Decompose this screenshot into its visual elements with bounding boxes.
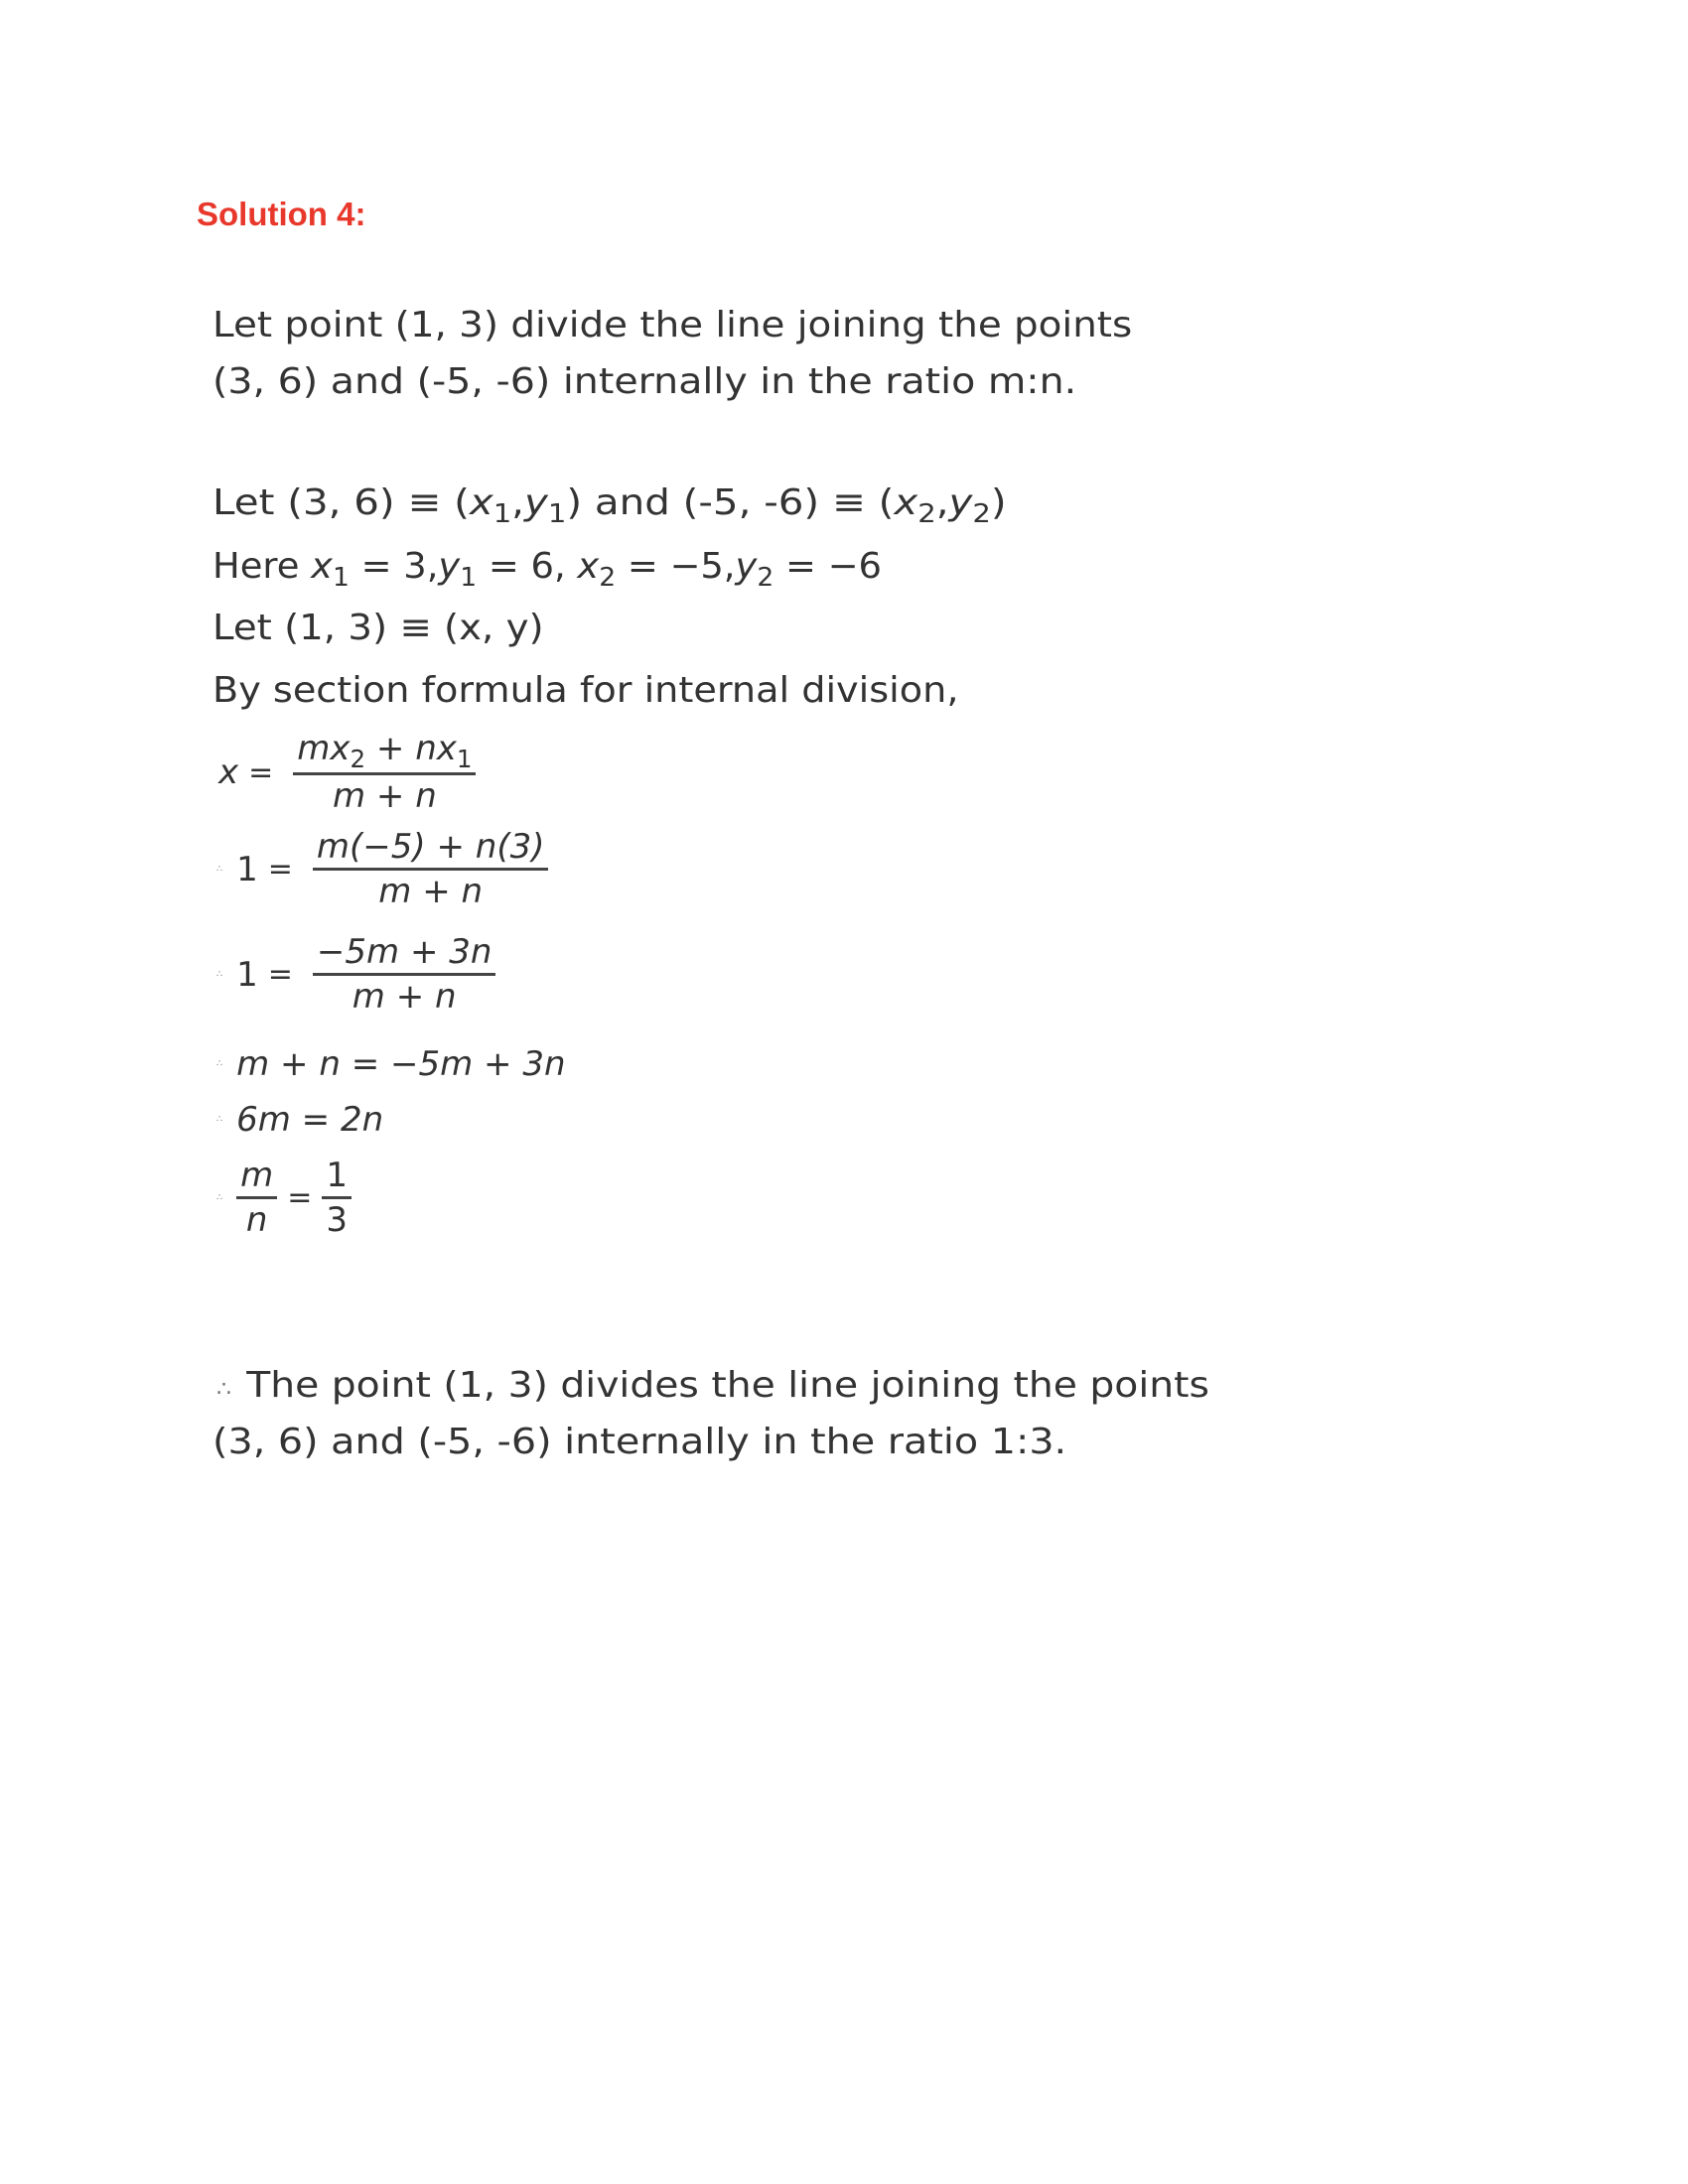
step-1-equation bbox=[216, 826, 548, 912]
here-values-line bbox=[212, 546, 882, 594]
var-x2: x bbox=[577, 546, 600, 587]
intro-line-1: Let point (1, 3) divide the line joining the points bbox=[212, 305, 1133, 345]
subscript: 1 bbox=[460, 563, 478, 594]
value-y2: = −6 bbox=[774, 546, 882, 587]
value-x2: = −5, bbox=[616, 546, 736, 587]
subscript: 2 bbox=[972, 499, 991, 530]
fraction-m-over-n bbox=[236, 1155, 277, 1241]
numerator: m(−5) + n(3) bbox=[316, 827, 545, 867]
fraction bbox=[313, 826, 549, 912]
therefore-icon: ∴ bbox=[216, 1114, 223, 1126]
step-3-equation bbox=[216, 1044, 566, 1084]
var-x1: x bbox=[469, 482, 493, 523]
conclusion-line-1 bbox=[216, 1366, 1209, 1411]
term: + nx bbox=[365, 729, 457, 768]
subscript: 2 bbox=[350, 744, 366, 773]
paren-close: ) bbox=[990, 482, 1007, 523]
denominator: m + n bbox=[378, 872, 484, 911]
conclusion-line-2: (3, 6) and (-5, -6) internally in the ratio 1:3. bbox=[212, 1422, 1067, 1462]
numerator: 1 bbox=[326, 1156, 349, 1195]
term: mx bbox=[297, 729, 351, 768]
fraction bbox=[293, 728, 476, 817]
step-5-equation bbox=[216, 1155, 352, 1241]
denominator: 3 bbox=[326, 1200, 349, 1240]
lhs-x: x bbox=[218, 752, 239, 792]
numerator: m bbox=[240, 1156, 274, 1195]
var-x1: x bbox=[311, 546, 334, 587]
intro-line-2: (3, 6) and (-5, -6) internally in the ratio m:n. bbox=[212, 361, 1077, 402]
comma: , bbox=[511, 482, 525, 523]
let-points-prefix: Let (3, 6) ≡ ( bbox=[212, 482, 470, 523]
subscript: 2 bbox=[599, 563, 617, 594]
denominator: m + n bbox=[332, 776, 437, 816]
solution-heading: Solution 4: bbox=[197, 196, 366, 232]
equals-sign: = bbox=[287, 1180, 313, 1215]
let-points-line bbox=[212, 482, 1007, 530]
section-formula-line: By section formula for internal division, bbox=[212, 670, 959, 711]
therefore-icon: ∴ bbox=[216, 968, 223, 980]
section-formula-equation bbox=[218, 728, 476, 817]
subscript: 1 bbox=[333, 563, 350, 594]
denominator: m + n bbox=[352, 977, 457, 1017]
lhs-value: 1 bbox=[236, 849, 258, 889]
equals-sign: = bbox=[248, 754, 274, 790]
numerator: −5m + 3n bbox=[316, 932, 492, 972]
value-y1: = 6, bbox=[477, 546, 578, 587]
var-y2: y bbox=[948, 482, 973, 523]
let-points-mid: ) and (-5, -6) ≡ ( bbox=[566, 482, 895, 523]
fraction bbox=[313, 931, 496, 1018]
step-2-equation bbox=[216, 931, 495, 1018]
subscript: 2 bbox=[757, 563, 774, 594]
equation-text: 6m = 2n bbox=[236, 1100, 384, 1140]
var-y1: y bbox=[438, 546, 461, 587]
fraction-one-third bbox=[322, 1155, 352, 1241]
var-x2: x bbox=[894, 482, 918, 523]
here-label: Here bbox=[212, 546, 312, 587]
subscript: 2 bbox=[917, 499, 936, 530]
therefore-icon: ∴ bbox=[216, 1376, 231, 1402]
equals-sign: = bbox=[267, 957, 293, 992]
denominator: n bbox=[245, 1200, 268, 1240]
equals-sign: = bbox=[267, 852, 293, 887]
let-xy-line: Let (1, 3) ≡ (x, y) bbox=[212, 608, 544, 648]
comma: , bbox=[935, 482, 949, 523]
value-x1: = 3, bbox=[349, 546, 439, 587]
conclusion-text-1: The point (1, 3) divides the line joining the points bbox=[246, 1365, 1209, 1406]
therefore-icon: ∴ bbox=[216, 863, 223, 875]
var-y2: y bbox=[735, 546, 758, 587]
therefore-icon: ∴ bbox=[216, 1058, 223, 1070]
numerator bbox=[293, 728, 476, 772]
var-y1: y bbox=[524, 482, 548, 523]
equation-text: m + n = −5m + 3n bbox=[236, 1044, 566, 1084]
subscript: 1 bbox=[492, 499, 512, 530]
lhs-value: 1 bbox=[236, 954, 258, 995]
subscript: 1 bbox=[456, 744, 473, 773]
therefore-icon: ∴ bbox=[216, 1191, 223, 1203]
subscript: 1 bbox=[547, 499, 567, 530]
step-4-equation bbox=[216, 1100, 383, 1140]
